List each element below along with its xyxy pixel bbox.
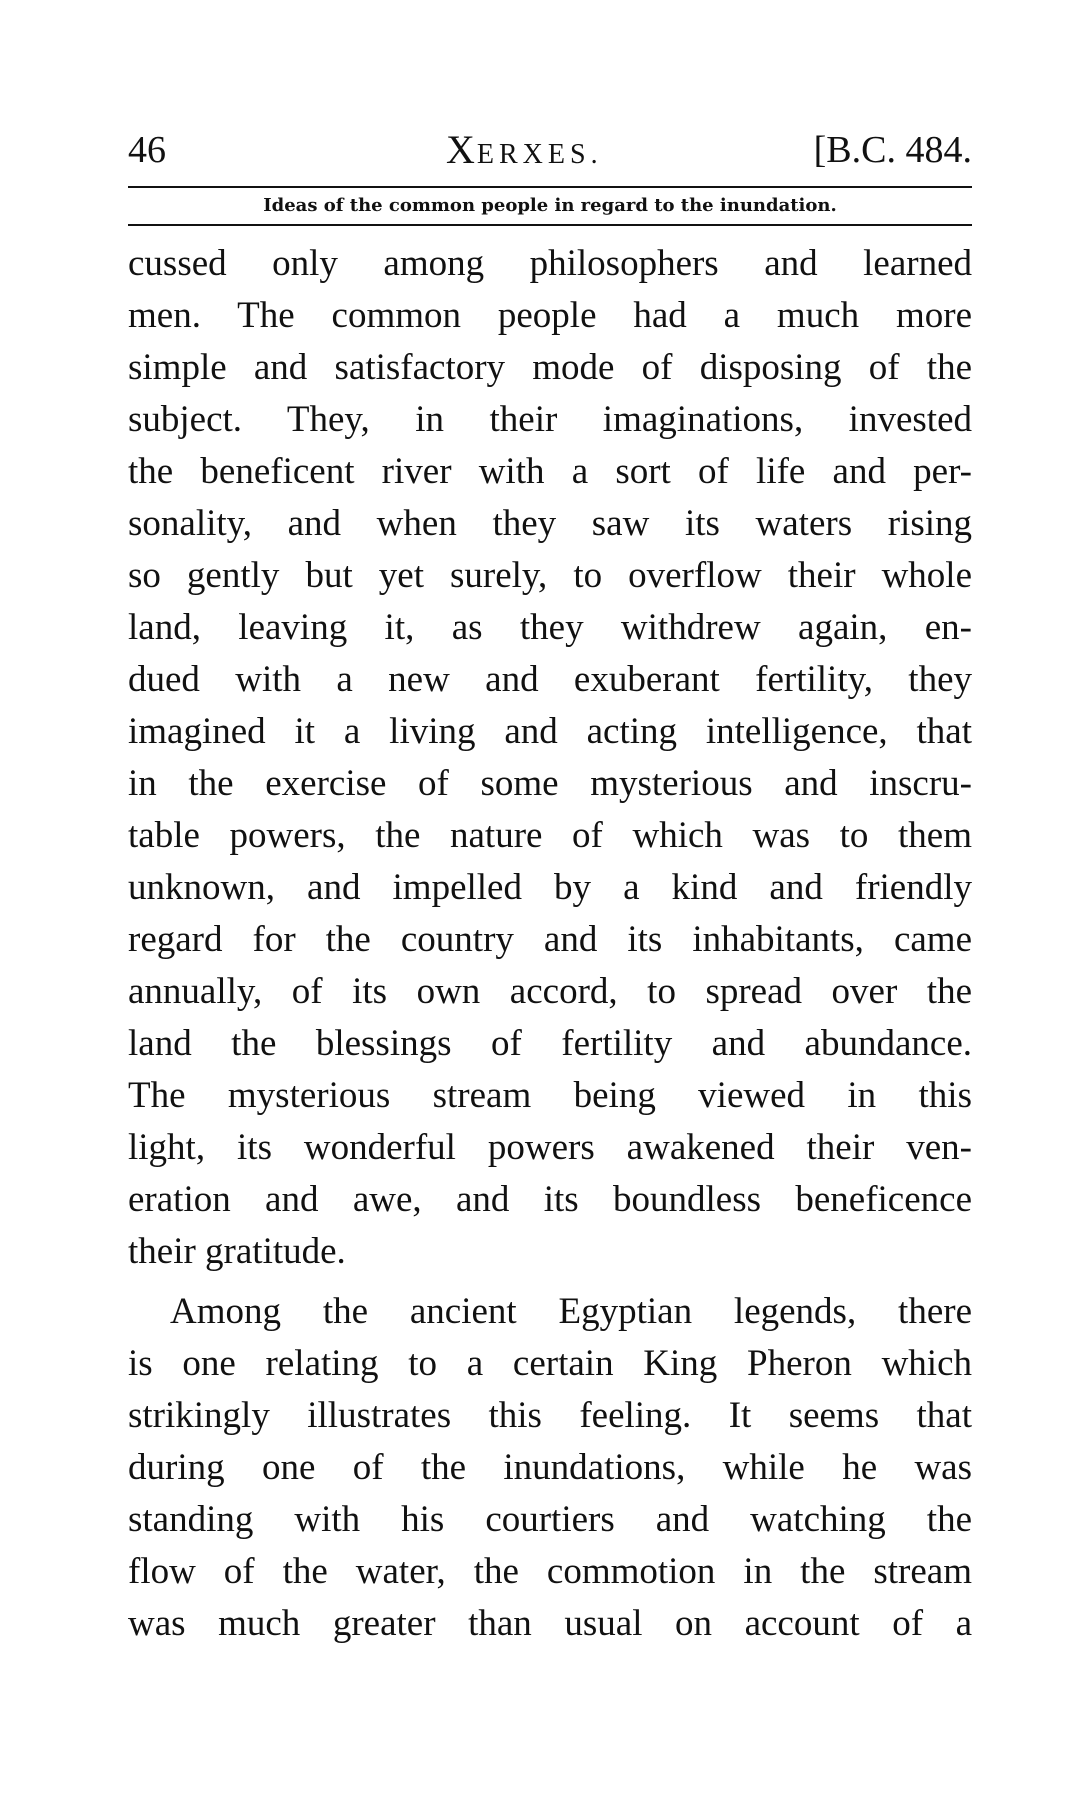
- side-note: Ideas of the common people in regard to the inundation.: [263, 195, 837, 216]
- text-line: so gently but yet surely, to overflow their whole: [128, 555, 972, 596]
- running-date: [B.C. 484.: [813, 129, 972, 171]
- text-line: The mysterious stream being viewed in this: [128, 1075, 972, 1116]
- text-line: simple and satisfactory mode of disposing of the: [128, 347, 972, 388]
- paragraph-gap: [128, 1278, 972, 1286]
- text-line: the beneficent river with a sort of life and per-: [128, 451, 972, 492]
- text-line: imagined it a living and acting intelligence, that: [128, 711, 972, 752]
- paragraph-1: [128, 238, 972, 1278]
- book-page: [128, 120, 972, 1650]
- text-line: land, leaving it, as they withdrew again, en-: [128, 607, 972, 648]
- page-number: 46: [128, 129, 166, 171]
- text-line: during one of the inundations, while he was: [128, 1447, 972, 1488]
- text-line: flow of the water, the commotion in the stream: [128, 1551, 972, 1592]
- text-line: cussed only among philosophers and learned: [128, 243, 972, 284]
- paragraph-2: [128, 1286, 972, 1650]
- text-line: regard for the country and its inhabitants, came: [128, 919, 972, 960]
- text-line: strikingly illustrates this feeling. It seems that: [128, 1395, 972, 1436]
- text-line: men. The common people had a much more: [128, 295, 972, 336]
- text-line: sonality, and when they saw its waters rising: [128, 503, 972, 544]
- text-line: table powers, the nature of which was to them: [128, 815, 972, 856]
- body-text: [128, 238, 972, 1650]
- text-line: unknown, and impelled by a kind and friendly: [128, 867, 972, 908]
- text-line: their gratitude.: [128, 1231, 346, 1272]
- running-head: [128, 120, 972, 180]
- text-line: was much greater than usual on account of a: [128, 1603, 972, 1644]
- text-line: Among the ancient Egyptian legends, there: [170, 1291, 972, 1332]
- text-line: annually, of its own accord, to spread over the: [128, 971, 972, 1012]
- text-line: dued with a new and exuberant fertility, they: [128, 659, 972, 700]
- text-line: light, its wonderful powers awakened their ven-: [128, 1127, 972, 1168]
- text-line: subject. They, in their imaginations, invested: [128, 399, 972, 440]
- text-line: standing with his courtiers and watching the: [128, 1499, 972, 1540]
- text-line: eration and awe, and its boundless beneficence: [128, 1179, 972, 1220]
- text-line: is one relating to a certain King Pheron which: [128, 1343, 972, 1384]
- running-title-rest: ERXES.: [476, 139, 603, 170]
- text-line: in the exercise of some mysterious and inscru-: [128, 763, 972, 804]
- header-rule-bottom: [128, 224, 972, 226]
- text-line: land the blessings of fertility and abundance.: [128, 1023, 972, 1064]
- running-title-initial: X: [446, 127, 477, 172]
- running-title: [446, 120, 603, 185]
